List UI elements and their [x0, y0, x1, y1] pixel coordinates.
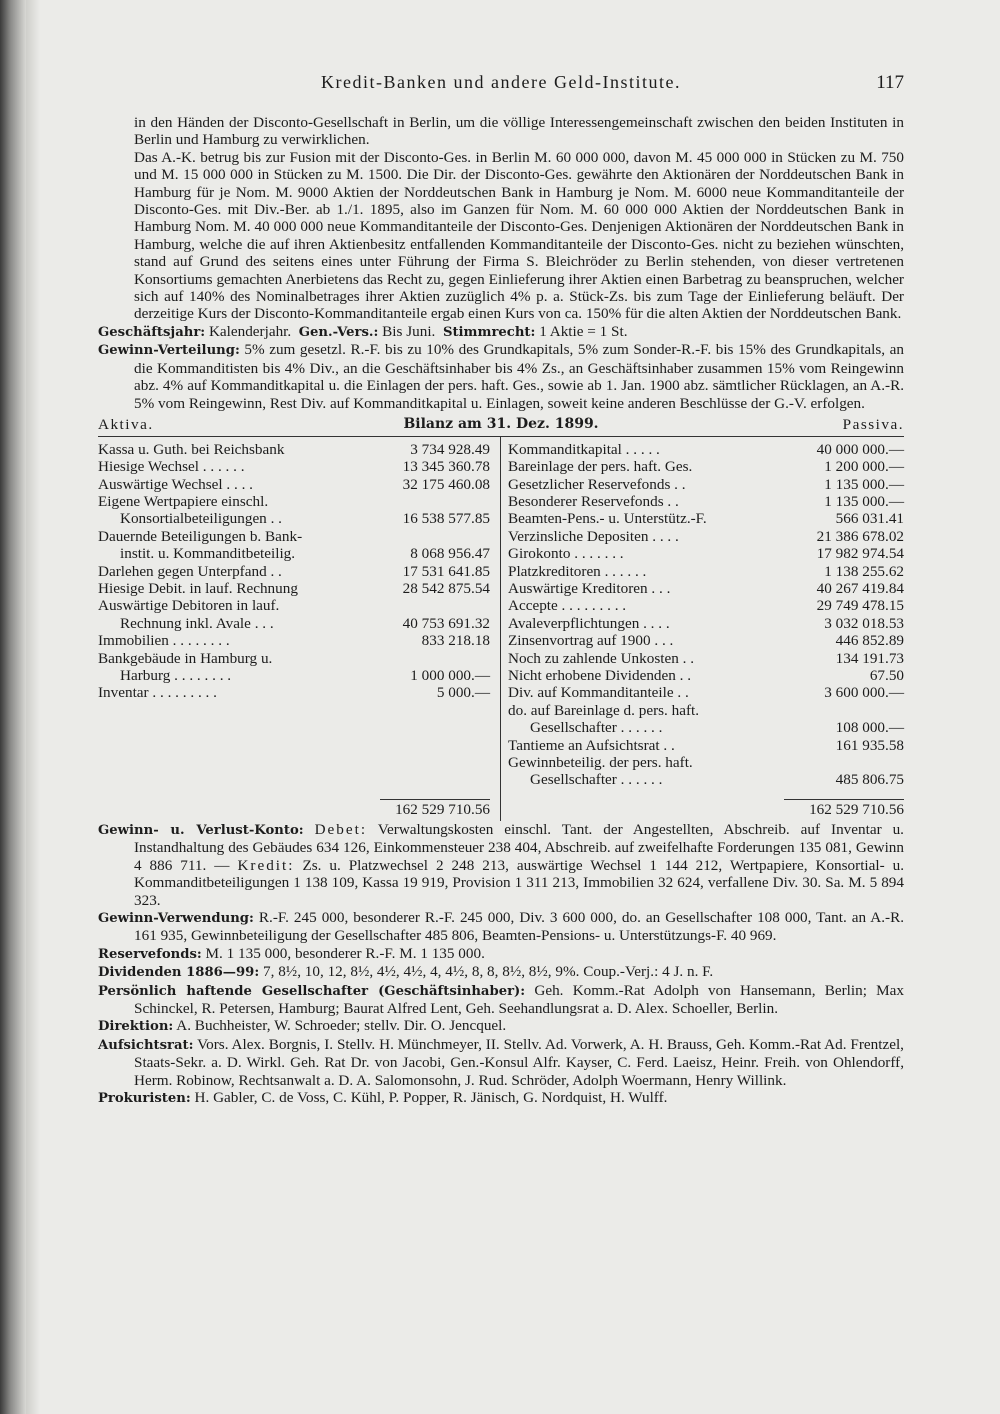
- passiva-item-amount: 1 200 000.—: [824, 458, 904, 476]
- passiva-item-amount: 3 600 000.—: [824, 684, 904, 702]
- passiva-item-amount: 161 935.58: [835, 736, 904, 754]
- aktiva-row: [98, 476, 490, 493]
- balance-title: Bilanz am 31. Dez. 1899.: [403, 415, 599, 432]
- passiva-row: [508, 771, 904, 788]
- reserve-funds-text: M. 1 135 000, besonderer R.-F. M. 1 135 000.: [205, 944, 485, 962]
- passiva-row: [508, 545, 904, 562]
- passiva-item-name: Verzinsliche Depositen . . . .: [508, 527, 679, 545]
- passiva-item-amount: 40 267 419.84: [816, 580, 904, 598]
- aktiva-item-name: Rechnung inkl. Avale . . .: [120, 614, 274, 632]
- aktiva-item-name: Auswärtige Wechsel . . . .: [98, 475, 253, 493]
- profit-distribution-label: Gewinn-Verteilung:: [98, 343, 240, 359]
- aktiva-item-amount: 32 175 460.08: [402, 475, 490, 493]
- kredit-label: Kredit:: [237, 856, 295, 874]
- aktiva-item-name: Dauernde Beteiligungen b. Bank-: [98, 527, 303, 545]
- passiva-item-amount: 446 852.89: [835, 632, 904, 650]
- passiva-item-amount: 1 135 000.—: [824, 475, 904, 493]
- passiva-item-name: Div. auf Kommanditanteile . .: [508, 684, 689, 702]
- aktiva-item-name: Auswärtige Debitoren in lauf.: [98, 597, 280, 615]
- supervisory-board-text: Vors. Alex. Borgnis, I. Stellv. H. Münchmeyer, II. Stellv. Ad. Vorwerk, A. H. Brauss, Geh. Komm.-Rat Ad. Frentzel, Staats-Sekr. a. D. Wirkl. Geh. Rat Dr. von Jacobi, Gen.-Konsul Alfr. Kayser, C. Ferd. Laeisz, Heinr. Freih. von Ohlendorff, Herm. Robinow, Rechtsanwalt a. D. A. Salomonsohn, J. Rud. Schröder, Adolph Woermann, Henry Willink.: [134, 1035, 904, 1089]
- aktiva-item-name: Darlehen gegen Unterpfand . .: [98, 562, 282, 580]
- passiva-row: [508, 528, 904, 545]
- general-meeting: Bis Juni.: [382, 322, 436, 340]
- aktiva-row: [98, 545, 490, 562]
- business-year: Kalenderjahr.: [208, 322, 292, 340]
- book-gutter: [26, 0, 40, 1414]
- prokuristen: [98, 1089, 904, 1107]
- aktiva-item-amount: 16 538 577.85: [402, 510, 490, 528]
- passiva-item-name: Gewinnbeteilig. der pers. haft.: [508, 753, 693, 771]
- passiva-item-name: Nicht erhobene Dividenden . .: [508, 666, 692, 684]
- aktiva-item-name: Inventar . . . . . . . . .: [98, 684, 217, 702]
- page-number: 117: [876, 72, 904, 93]
- page-header: [98, 72, 904, 98]
- passiva-item-name: Accepte . . . . . . . . .: [508, 597, 627, 615]
- aktiva-item-amount: 40 753 691.32: [402, 614, 490, 632]
- reserve-funds: [98, 945, 904, 963]
- passiva-row: [508, 441, 904, 458]
- aktiva-row: [98, 615, 490, 632]
- passiva-total-rule: [784, 799, 904, 800]
- aktiva-item-amount: 3 734 928.49: [410, 440, 490, 458]
- prokuristen-text: H. Gabler, C. de Voss, C. Kühl, P. Popper, R. Jänisch, G. Nordquist, H. Wulff.: [194, 1089, 668, 1106]
- passiva-total: 162 529 710.56: [809, 800, 904, 818]
- aktiva-item-name: Eigene Wertpapiere einschl.: [98, 493, 269, 511]
- aktiva-row: [98, 563, 490, 580]
- passiva-row: [508, 702, 904, 719]
- aktiva-item-amount: 13 345 360.78: [402, 458, 490, 476]
- aktiva-row: [98, 528, 490, 545]
- partners: [98, 982, 904, 1018]
- aktiva-item-name: instit. u. Kommanditbeteilig.: [120, 545, 296, 563]
- book-spine-shadow: [0, 0, 26, 1414]
- balance-header: [98, 414, 904, 434]
- partners-text: Geh. Komm.-Rat Adolph von Hansemann, Berlin; Max Schinckel, R. Petersen, Hamburg; Baurat Alfred Lent, Geh. Seehandlungsrat a. D. Alex. Schoeller, Berlin.: [134, 981, 904, 1017]
- passiva-item-name: Gesetzlicher Reservefonds . .: [508, 475, 686, 493]
- aktiva-item-amount: 28 542 875.54: [402, 580, 490, 598]
- kredit-text: Zs. u. Platzwechsel 2 248 213, auswärtige Wechsel 1 144 212, Wertpapiere, Konsortial- u. Kommanditbeteiligungen 1 138 109, Kassa 19 919, Provision 1 311 213, Immobilien 32 624, verfallene Div. 30. Sa. M. 5 894 323.: [134, 856, 905, 909]
- passiva-item-amount: 1 135 000.—: [824, 493, 904, 511]
- profit-use-text: R.-F. 245 000, besonderer R.-F. 245 000, Div. 3 600 000, do. an Gesellschafter 108 000, Tant. an A.-R. 161 935, Gewinnbeteiligung der Gesellschafter 485 806, Beamten-Pensions- u. Unterstützungs-F. 40 969.: [134, 908, 905, 945]
- passiva-row: [508, 650, 904, 667]
- prokuristen-label: Prokuristen:: [98, 1091, 191, 1106]
- partners-label: Persönlich haftende Gesellschafter (Geschäftsinhaber):: [98, 983, 526, 999]
- debet-label: Debet:: [314, 820, 368, 838]
- passiva-row: [508, 632, 904, 649]
- passiva-item-name: Besonderer Reservefonds . .: [508, 493, 679, 511]
- passiva-item-amount: 108 000.—: [835, 719, 904, 737]
- aktiva-row: [98, 684, 490, 701]
- passiva-row: [508, 737, 904, 754]
- aktiva-item-name: Hiesige Debit. in lauf. Rechnung: [98, 580, 298, 598]
- aktiva-item-name: Kassa u. Guth. bei Reichsbank: [98, 440, 285, 458]
- aktiva-total-rule: [380, 799, 490, 800]
- supervisory-board: [98, 1036, 904, 1089]
- passiva-item-name: Gesellschafter . . . . . .: [530, 771, 663, 789]
- running-title: Kredit-Banken und andere Geld-Institute.: [321, 72, 681, 92]
- business-line: [98, 323, 904, 341]
- passiva-row: [508, 510, 904, 527]
- passiva-item-name: Avaleverpflichtungen . . . .: [508, 614, 670, 632]
- passiva-item-name: Auswärtige Kreditoren . . .: [508, 580, 671, 598]
- column-divider: [500, 437, 501, 821]
- passiva-item-amount: 3 032 018.53: [824, 614, 904, 632]
- passiva-column: [508, 441, 904, 789]
- aktiva-item-name: Immobilien . . . . . . . .: [98, 632, 230, 650]
- passiva-item-name: do. auf Bareinlage d. pers. haft.: [508, 701, 700, 719]
- passiva-item-amount: 17 982 974.54: [816, 545, 904, 563]
- aktiva-item-name: Konsortialbeteiligungen . .: [120, 510, 282, 528]
- aktiva-row: [98, 458, 490, 475]
- passiva-item-name: Platzkreditoren . . . . . .: [508, 562, 647, 580]
- passiva-item-amount: 134 191.73: [835, 649, 904, 667]
- passiva-item-amount: 40 000 000.—: [816, 440, 904, 458]
- debet-text: Verwaltungskosten einschl. Tant. der Angestellten, Abschreib. auf Inventar u. Instandhaltung des Gebäudes 634 126, Einkommensteuer 238 404, Abschreib. auf zweifelhafte Forderungen 135 081, Gewinn 4 886 711. —: [134, 820, 904, 874]
- profit-distribution-text: 5% zum gesetzl. R.-F. bis zu 10% des Grundkapitals, 5% zum Sonder-R.-F. bis 15% des Grundkapitals, an die Kommanditisten bis 4% Div., an die Geschäftsinhaber bis 4% Zs., an Geschäftsinhaber zusammen 15% vom Reingewinn abz. 4% auf Kommanditkapital u. die Einlagen der pers. haft. Ges., sowie ab 1. Jan. 1900 abz. sämtlicher Rücklagen, an A.-R. 5% vom Reingewinn, Rest Div. auf Kommanditkapital u. Einlagen, soweit keine anderen Beschlüsse der G.-V. erfolgen.: [134, 341, 904, 412]
- passiva-row: [508, 458, 904, 475]
- passiva-item-name: Girokonto . . . . . . .: [508, 545, 624, 563]
- passiva-label: Passiva.: [842, 415, 904, 433]
- aktiva-item-name: Bankgebäude in Hamburg u.: [98, 649, 273, 667]
- aktiva-row: [98, 650, 490, 667]
- passiva-item-name: Beamten-Pens.- u. Unterstütz.-F.: [508, 510, 707, 528]
- dividends-label: Dividenden 1886—99:: [98, 965, 260, 981]
- balance-sheet: [98, 436, 904, 821]
- passiva-item-amount: 1 138 255.62: [824, 562, 904, 580]
- passiva-row: [508, 563, 904, 580]
- aktiva-item-amount: 1 000 000.—: [410, 666, 490, 684]
- supervisory-board-label: Aufsichtsrat:: [98, 1037, 194, 1053]
- passiva-row: [508, 493, 904, 510]
- passiva-item-name: Kommanditkapital . . . . .: [508, 440, 660, 458]
- aktiva-row: [98, 632, 490, 649]
- aktiva-row: [98, 667, 490, 684]
- aktiva-item-name: Hiesige Wechsel . . . . . .: [98, 458, 245, 476]
- voting-right-label: Stimmrecht:: [442, 324, 536, 340]
- aktiva-label: Aktiva.: [98, 415, 154, 433]
- profit-distribution: [98, 341, 904, 412]
- passiva-item-name: Bareinlage der pers. haft. Ges.: [508, 458, 693, 476]
- passiva-row: [508, 754, 904, 771]
- aktiva-row: [98, 597, 490, 614]
- page-body: [98, 114, 904, 1107]
- voting-right: 1 Aktie = 1 St.: [539, 322, 628, 340]
- profit-loss-label: Gewinn- u. Verlust-Konto:: [98, 822, 304, 838]
- dividends: [98, 963, 904, 981]
- aktiva-item-amount: 5 000.—: [436, 684, 490, 702]
- aktiva-item-amount: 17 531 641.85: [402, 562, 490, 580]
- aktiva-row: [98, 510, 490, 527]
- passiva-item-name: Zinsenvortrag auf 1900 . . .: [508, 632, 674, 650]
- aktiva-item-amount: 833 218.18: [421, 632, 490, 650]
- passiva-item-name: Tantieme an Aufsichtsrat . .: [508, 736, 675, 754]
- passiva-item-amount: 29 749 478.15: [816, 597, 904, 615]
- passiva-item-amount: 67.50: [869, 666, 904, 684]
- reserve-funds-label: Reservefonds:: [98, 946, 202, 962]
- aktiva-item-name: Harburg . . . . . . . .: [120, 666, 232, 684]
- passiva-row: [508, 580, 904, 597]
- passiva-row: [508, 476, 904, 493]
- direktion-label: Direktion:: [98, 1019, 174, 1035]
- passiva-item-name: Gesellschafter . . . . . .: [530, 719, 663, 737]
- passiva-item-amount: 566 031.41: [835, 510, 904, 528]
- profit-loss-account: [98, 821, 904, 909]
- passiva-row: [508, 597, 904, 614]
- aktiva-total: 162 529 710.56: [395, 800, 490, 818]
- passiva-row: [508, 615, 904, 632]
- aktiva-item-amount: 8 068 956.47: [410, 545, 490, 563]
- passiva-row: [508, 684, 904, 701]
- profit-use-label: Gewinn-Verwendung:: [98, 910, 254, 926]
- passiva-row: [508, 667, 904, 684]
- passiva-item-name: Noch zu zahlende Unkosten . .: [508, 649, 694, 667]
- passiva-item-amount: 485 806.75: [835, 771, 904, 789]
- direktion: [98, 1017, 904, 1035]
- passiva-item-amount: 21 386 678.02: [816, 527, 904, 545]
- business-year-label: Geschäftsjahr:: [98, 324, 206, 340]
- capital-paragraph: Das A.-K. betrug bis zur Fusion mit der Disconto-Ges. in Berlin M. 60 000 000, davon M. 45 000 000 in Stücken zu M. 750 und M. 15 000 000 in Stücken zu M. 1500. Die Dir. der Disconto-Ges. gewährte den Aktionären der Norddeutschen Bank in Hamburg für je Nom. M. 9000 Aktien der Norddeutschen Bank in Hamburg je Nom. M. 6000 neue Kommanditanteile der Disconto-Ges. mit Div.-Ber. ab 1./1. 1895, also im Ganzen für Nom. M. 60 000 000 Aktien der Norddeutschen Bank in Hamburg Nom. M. 40 000 000 neue Kommanditanteile der Disconto-Ges. Denjenigen Aktionären der Norddeutschen Bank in Hamburg, welche die auf ihren Aktienbesitz entfallenden Kommanditanteile der Disconto-Ges. nicht zu beziehen wünschten, stand auf Grund des seitens eines unter Führung der Firma S. Bleichröder zu Berlin stehenden, von dieser vertretenen Konsortiums gemachten Anerbietens das Recht zu, gegen Einlieferung ihrer Aktien einen Barbetrag zu beanspruchen, welcher sich auf 140% des Nominalbetrages ihrer Aktien zuzüglich 4% p. a. Stück-Zs. bis zum Tage der Einlieferung beläuft. Der derzeitige Kurs der Disconto-Kommanditanteile ergab einen Kurs von ca. 150% für die alten Aktien der Norddeutschen Bank.: [134, 148, 904, 323]
- aktiva-row: [98, 580, 490, 597]
- profit-use: [98, 909, 904, 945]
- passiva-row: [508, 719, 904, 736]
- general-meeting-label: Gen.-Vers.:: [298, 324, 379, 340]
- dividends-text: 7, 8½, 10, 12, 8½, 4½, 4½, 4, 4½, 8, 8, 8½, 8½, 9%. Coup.-Verj.: 4 J. n. F.: [263, 963, 714, 981]
- aktiva-row: [98, 493, 490, 510]
- intro-paragraph: in den Händen der Disconto-Gesellschaft in Berlin, um die völlige Interessengemeinschaft zwischen den beiden Instituten in Berlin und Hamburg zu verwirklichen.: [134, 114, 904, 149]
- aktiva-column: [98, 441, 490, 702]
- aktiva-row: [98, 441, 490, 458]
- direktion-text: A. Buchheister, W. Schroeder; stellv. Dir. O. Jencquel.: [176, 1017, 507, 1035]
